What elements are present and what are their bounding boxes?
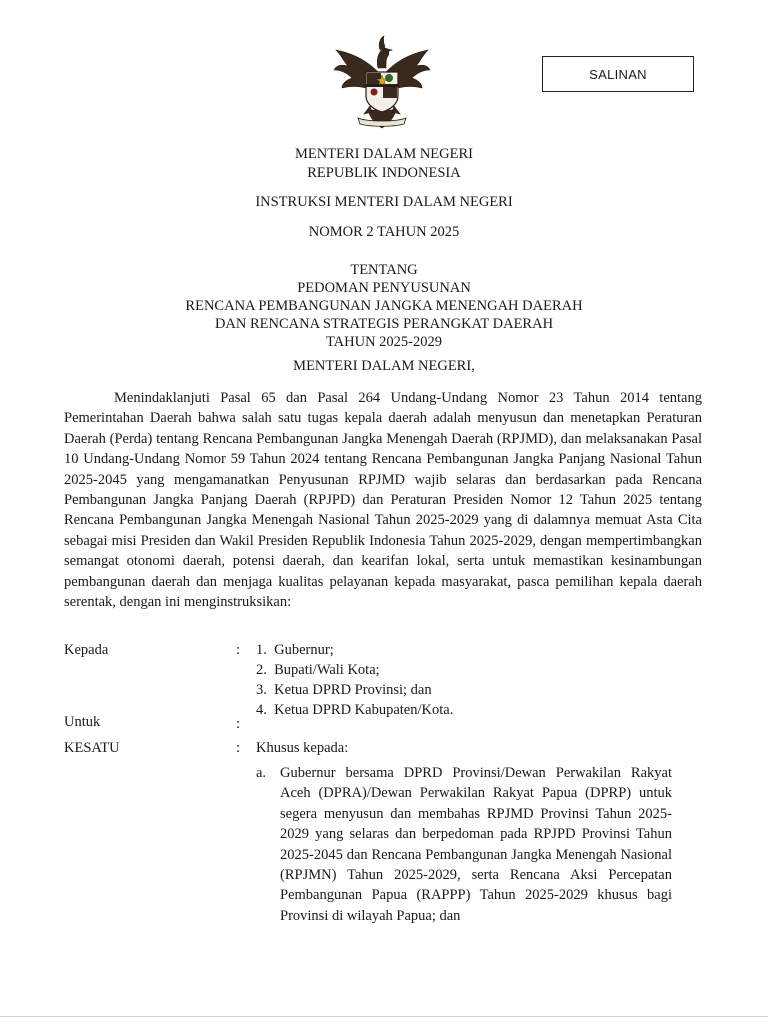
list-item: 4. Ketua DPRD Kabupaten/Kota. bbox=[256, 702, 454, 718]
kesatu-colon: : bbox=[236, 740, 241, 756]
untuk-label: Untuk bbox=[64, 714, 101, 730]
subject-line-3: DAN RENCANA STRATEGIS PERANGKAT DAERAH bbox=[214, 316, 554, 332]
salinan-label: SALINAN bbox=[589, 66, 647, 82]
page-edge-divider bbox=[0, 1016, 768, 1017]
preamble-text: Menindaklanjuti Pasal 65 dan Pasal 264 Undang-Undang Nomor 23 Tahun 2014 tentang Pemerintahan Daerah bahwa salah satu tugas kepala daerah adalah menyusun dan menetapkan Peraturan Daerah (Perda) tentang Rencana Pembangunan Jangka Menengah Daerah (RPJMD), dan melaksanakan Pasal 10 Undang-Undang Nomor 59 Tahun 2024 tentang Rencana Pembangunan Jangka Panjang Nasional Tahun 2025-2045 yang mengamanatkan Penyusunan RPJMD wajib selaras dan berdasarkan pada Rencana Pembangunan Jangka Panjang Daerah (RPJPD) dan Peraturan Presiden Nomor 12 Tahun 2025 tentang Rencana Pembangunan Jangka Menengah Nasional Tahun 2025-2029 yang di dalamnya memuat Asta Cita sebagai misi Presiden dan Wakil Presiden Republik Indonesia Tahun 2025-2029, dengan mempertimbangkan semangat otonomi daerah, potensi daerah, dan kearifan lokal, serta untuk memastikan kesinambungan pembangunan daerah dan menjaga kualitas pelayanan kepada masyarakat, pasca pemilihan kepala daerah serentak, dengan ini menginstruksikan: bbox=[64, 390, 702, 611]
document-number: NOMOR 2 TAHUN 2025 bbox=[308, 224, 460, 240]
subject-line-1: PEDOMAN PENYUSUNAN bbox=[297, 280, 471, 296]
subject-line-2: RENCANA PEMBANGUNAN JANGKA MENENGAH DAERAH bbox=[185, 298, 583, 314]
kepada-label: Kepada bbox=[64, 642, 109, 658]
document-type: INSTRUKSI MENTERI DALAM NEGERI bbox=[255, 194, 513, 210]
issuer-title: MENTERI DALAM NEGERI, bbox=[293, 358, 475, 374]
preamble-paragraph bbox=[64, 388, 702, 612]
kesatu-item-a bbox=[256, 763, 672, 926]
header-minister: MENTERI DALAM NEGERI bbox=[294, 146, 473, 162]
item-marker: a. bbox=[256, 765, 267, 781]
kesatu-intro: Khusus kepada: bbox=[256, 740, 349, 756]
garuda-emblem-icon bbox=[328, 32, 436, 132]
kesatu-label: KESATU bbox=[64, 740, 120, 756]
header-republic: REPUBLIK INDONESIA bbox=[307, 165, 461, 181]
untuk-colon: : bbox=[236, 716, 241, 732]
salinan-stamp bbox=[542, 56, 694, 92]
subject-line-4: TAHUN 2025-2029 bbox=[325, 334, 443, 350]
item-text: Gubernur bersama DPRD Provinsi/Dewan Perwakilan Rakyat Aceh (DPRA)/Dewan Perwakilan Rakyat Papua (DPRP) untuk segera menyusun dan membahas RPJMD Provinsi Tahun 2025-2029 yang selaras dan berpedoman pada RPJPD Provinsi Tahun 2025-2045 dan Rencana Pembangunan Jangka Menengah Nasional (RPJMN) Tahun 2025-2029, serta Rencana Aksi Percepatan Pembangunan Papua (RAPPP) Tahun 2025-2029 khusus bagi Provinsi di wilayah Papua; dan bbox=[280, 765, 672, 924]
subject-heading: TENTANG bbox=[350, 262, 418, 278]
list-item: 1. Gubernur; bbox=[256, 642, 334, 658]
list-item: 2. Bupati/Wali Kota; bbox=[256, 662, 380, 678]
list-item: 3. Ketua DPRD Provinsi; dan bbox=[256, 682, 432, 698]
kepada-colon: : bbox=[236, 642, 241, 658]
